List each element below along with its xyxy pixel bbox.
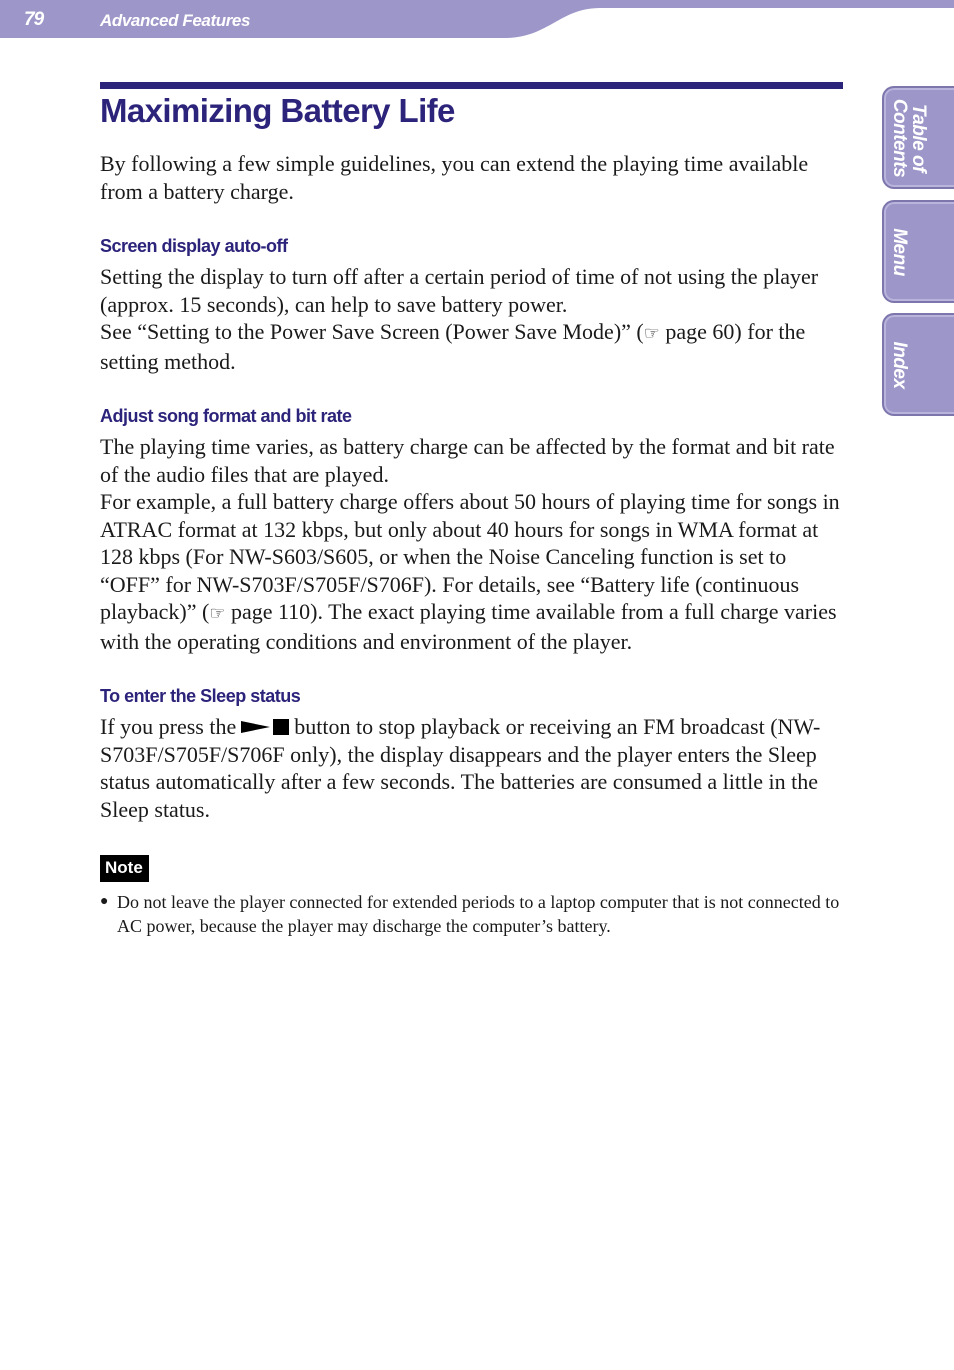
title-rule [100,82,843,89]
section-paragraph [100,713,845,823]
reference-hand-icon: ☞ [209,603,226,624]
section-song-format [100,403,845,655]
paragraph-text: Setting the display to turn off after a certain period of time of not using the player (approx. 15 seconds), can help to save battery power. [100,264,819,317]
intro-paragraph: By following a few simple guidelines, you can extend the playing time available from a battery charge. [100,151,809,204]
section-screen-display [100,233,845,375]
page-title: Maximizing Battery Life [100,92,455,129]
tab-index[interactable] [882,313,954,416]
paragraph-text: button to stop playback or receiving an FM broadcast (NW-S703F/S705F/S706F only), the display disappears and the player enters the Sleep status automatically after a few seconds. The batteries are consumed a little in the Sleep status. [100,714,821,822]
page-reference-link[interactable]: page 110). The exact playing time available from a full charge varies with the operating conditions and environment of the player. [100,599,837,654]
section-paragraph [100,263,845,318]
section-name: Advanced Features [100,11,251,30]
section-heading: Adjust song format and bit rate [100,406,352,426]
page-number: 79 [24,9,44,30]
note-text: Do not leave the player connected for extended periods to a laptop computer that is not connected to AC power, because the player may discharge the computer’s battery. [117,892,840,936]
section-sleep-status [100,683,845,823]
section-paragraph [100,488,845,655]
bullet-icon: ● [100,894,109,909]
tab-menu-label: Menu [889,227,910,276]
paragraph-text: See “Setting to the Power Save Screen (Power Save Mode)” ( [100,319,644,344]
section-paragraph [100,318,845,375]
paragraph-text: If you press the [100,714,237,739]
tab-menu[interactable] [882,200,954,303]
note-label: Note [100,855,149,882]
note-box [100,851,845,938]
note-list [100,890,845,938]
paragraph-text: The playing time varies, as battery charge can be affected by the format and bit rate of the audio files that are played. [100,434,835,487]
page-content [100,150,845,938]
play-stop-button-icon [240,718,290,736]
paragraph-text: For example, a full battery charge offers about 50 hours of playing time for songs in ATRAC format at 132 kbps, but only about 40 hours for songs in WMA format at 128 kbps (For NW-S603/S605, or when the Noise Canceling function is set to “OFF” for NW-S703F/S705F/S706F). For details, see “Battery life (continuous playback)” ( [100,489,840,624]
tab-table-of-contents-label: Table of Contents [889,98,929,177]
page-reference-link[interactable]: page 60) for the setting method. [100,319,806,374]
tab-table-of-contents[interactable] [882,86,954,189]
reference-hand-icon: ☞ [643,323,660,344]
section-heading: Screen display auto-off [100,236,288,256]
note-item [100,890,845,938]
section-heading: To enter the Sleep status [100,686,301,706]
section-paragraph [100,433,845,488]
tab-index-label: Index [889,340,910,389]
play-stop-glyph [240,718,290,736]
